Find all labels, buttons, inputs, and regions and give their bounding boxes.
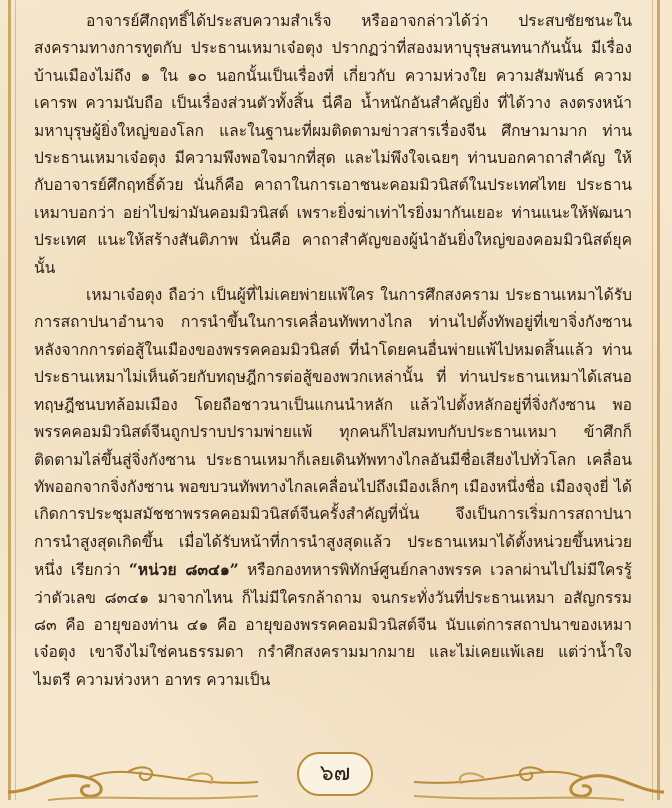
unit-8341-emphasis: “หน่วย ๘๓๔๑” xyxy=(128,560,239,580)
left-scroll-ornament-icon xyxy=(8,748,258,804)
paragraph-2 xyxy=(34,282,632,694)
page-number: ๖๗ xyxy=(297,752,373,796)
body-text xyxy=(34,8,632,694)
right-scroll-ornament-icon xyxy=(414,748,664,804)
paragraph-1: อาจารย์ศึกฤทธิ์ได้ประสบความสำเร็จ หรืออาจกล่าวได้ว่า ประสบชัยชนะในสงครามทางการทูตกับ ประธานเหมาเจ๋อตุง ปรากฏว่าที่สองมหาบุรุษสนทนากันนั้น มีเรื่องบ้านเมืองไม่ถึง ๑ ใน ๑๐ นอกนั้นเป็นเรื่องที่ เกี่ยวกับ ความห่วงใย ความสัมพันธ์ ความเคารพ ความนับถือ เป็นเรื่องส่วนตัวทั้งสิ้น นี่คือ น้ำหนักอันสำคัญยิ่ง ที่ได้วาง ลงตรงหน้ามหาบุรุษผู้ยิ่งใหญ่ของโลก และในฐานะที่ผมติดตามข่าวสารเรื่องจีน ศึกษามามาก ท่านประธานเหมาเจ๋อตุง มีความพึงพอใจมากที่สุด และไม่พึงใจเฉยๆ ท่านบอกคาถาสำคัญ ให้กับอาจารย์ศึกฤทธิ์ด้วย นั่นก็คือ คาถาในการเอาชนะคอมมิวนิสต์ในประเทศไทย ประธานเหมาบอกว่า อย่าไปฆ่ามันคอมมิวนิสต์ เพราะยิ่งฆ่าเท่าไรยิ่งมากันเยอะ ท่านแนะให้พัฒนาประเทศ แนะให้สร้างสันติภาพ นั่นคือ คาถาสำคัญของผู้นำอันยิ่งใหญ่ของคอมมิวนิสต์ยุคนั้น xyxy=(34,12,632,277)
paragraph-2-text-after: หรือกองทหารพิทักษ์ศูนย์กลางพรรค เวลาผ่านไปไม่มีใครรู้ว่าตัวเลข ๘๓๔๑ มาจากไหน ก็ไม่มีใครกล้าถาม จนกระทั่งวันที่ประธานเหมา อสัญกรรม ๘๓ คือ อายุของท่าน ๔๑ คือ อายุของพรรคคอมมิวนิสต์จีน นับแต่การสถาปนาของเหมาเจ๋อตุง เขาจึงไม่ใช่คนธรรมดา กรำศึกสงครามมากมาย และไม่เคยแพ้เลย แต่ว่าน้ำใจไมตรี ความห่วงหา อาทร ความเป็น xyxy=(34,561,632,689)
paragraph-2-text-before: เหมาเจ๋อตุง ถือว่า เป็นผู้ที่ไม่เคยพ่ายแพ้ใคร ในการศึกสงคราม ประธานเหมาได้รับการสถาปนาอำนาจ การนำขึ้นในการเคลื่อนทัพทางไกล ท่านไปตั้งทัพอยู่ที่เขาจิ่งกังซาน หลังจากการต่อสู้ในเมืองของพรรคคอมมิวนิสต์ ที่นำโดยคนอื่นพ่ายแพ้ไปหมดสิ้นแล้ว ท่านประธานเหมาไม่เห็นด้วยกับทฤษฎีการต่อสู้ของพวกเหล่านั้น ที่ ท่านประธานเหมาได้เสนอทฤษฎีชนบทล้อมเมือง โดยถือชาวนาเป็นแกนนำหลัก แล้วไปตั้งหลักอยู่ที่จิ่งกังซาน พอพรรคคอมมิวนิสต์จีนถูกปราบปรามพ่ายแพ้ ทุกคนก็ไปสมทบกับประธานเหมา ข้าศึกก็ติดตามไล่ขึ้นสู่จิ่งกังซาน ประธานเหมาก็เลยเดินทัพทางไกลอันมีชื่อเสียงไปทั่วโลก เคลื่อนทัพออกจากจิ่งกังซาน พอขบวนทัพทางไกลเคลื่อนไปถึงเมืองเล็กๆ เมืองหนึ่งชื่อ เมืองจุงยี่ ได้เกิดการประชุมสมัชชาพรรคคอมมิวนิสต์จีนครั้งสำคัญที่นั่น จึงเป็นการเริ่มการสถาปนาการนำสูงสุดเกิดขึ้น เมื่อได้รับหน้าที่การนำสูงสุดแล้ว ประธานเหมาได้ตั้งหน่วยขึ้นหน่วยหนึ่ง เรียกว่า xyxy=(34,286,632,580)
